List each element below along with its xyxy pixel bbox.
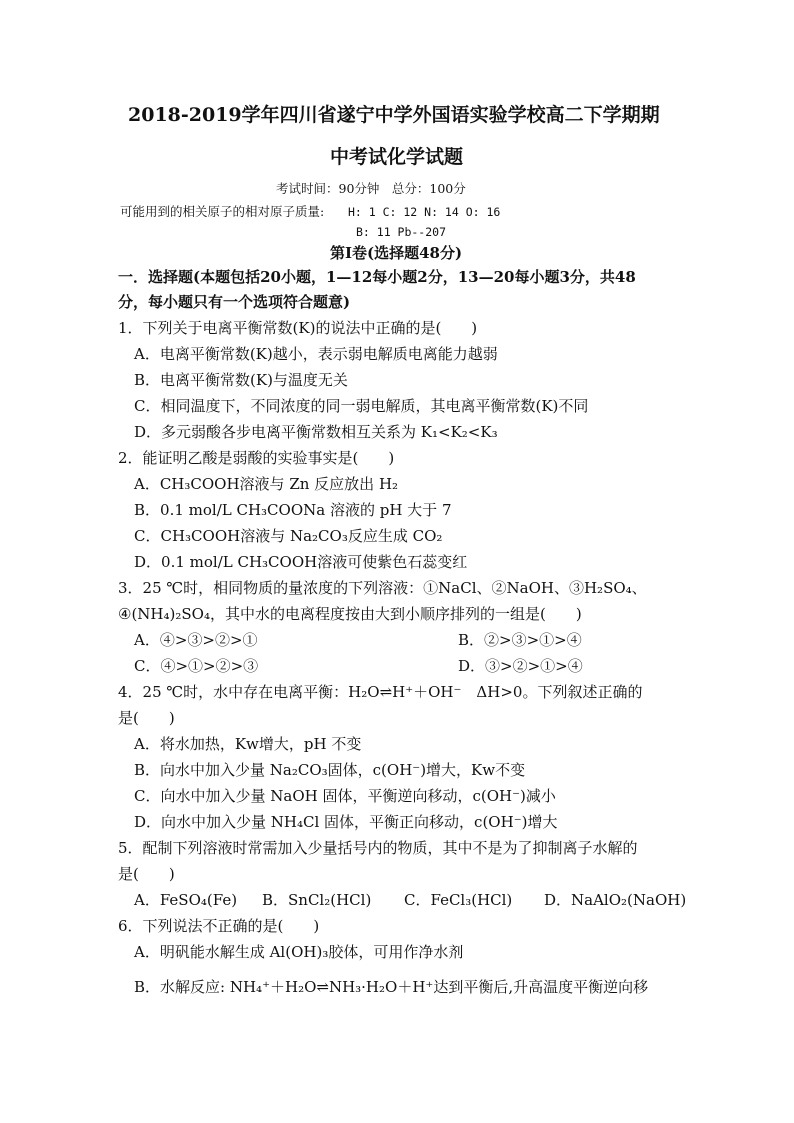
question-5-option-d: D．NaAlO₂(NaOH) xyxy=(544,891,687,909)
atomic-mass-line1: H: 1 C: 12 N: 14 O: 16 xyxy=(348,205,501,219)
question-4-option-c: C．向水中加入少量 NaOH 固体，平衡逆向移动，c(OH⁻)减小 xyxy=(134,787,556,805)
question-1-option-d: D．多元弱酸各步电离平衡常数相互关系为 K₁<K₂<K₃ xyxy=(134,423,498,441)
question-4-option-b: B．向水中加入少量 Na₂CO₃固体，c(OH⁻)增大，Kw不变 xyxy=(134,761,526,779)
question-3-stem-line1: 3．25 ℃时，相同物质的量浓度的下列溶液：①NaCl、②NaOH、③H₂SO₄、 xyxy=(118,579,647,597)
exam-info: 考试时间：90分钟 总分：100分 xyxy=(276,181,466,196)
question-2-option-c: C．CH₃COOH溶液与 Na₂CO₃反应生成 CO₂ xyxy=(134,527,443,545)
question-6-option-b: B．水解反应: NH₄⁺＋H₂O⇌NH₃·H₂O＋H⁺达到平衡后,升高温度平衡逆向移 xyxy=(134,978,649,996)
question-4-option-a: A．将水加热，Kw增大，pH 不变 xyxy=(134,735,362,753)
atomic-mass-line2: B: 11 Pb--207 xyxy=(356,225,447,239)
question-5-option-b: B．SnCl₂(HCl) xyxy=(262,891,372,909)
volume-title: 第Ⅰ卷(选择题48分) xyxy=(330,244,463,262)
question-5-stem-line1: 5．配制下列溶液时常需加入少量括号内的物质，其中不是为了抑制离子水解的 xyxy=(118,839,638,857)
question-5-stem-line2: 是( ) xyxy=(118,865,175,883)
question-2-option-d: D．0.1 mol/L CH₃COOH溶液可使紫色石蕊变红 xyxy=(134,553,468,571)
question-5-option-a: A．FeSO₄(Fe) xyxy=(134,891,238,909)
question-3-option-d: D．③>②>①>④ xyxy=(458,657,583,675)
question-6-option-a: A．明矾能水解生成 Al(OH)₃胶体，可用作净水剂 xyxy=(134,943,464,961)
question-4-stem-line1: 4．25 ℃时，水中存在电离平衡：H₂O⇌H⁺＋OH⁻ ΔH>0。下列叙述正确的 xyxy=(118,683,643,701)
question-2-option-a: A．CH₃COOH溶液与 Zn 反应放出 H₂ xyxy=(134,475,399,493)
exam-title-line1: 2018-2019学年四川省遂宁中学外国语实验学校高二下学期期 xyxy=(128,104,660,126)
question-6-stem: 6．下列说法不正确的是( ) xyxy=(118,917,320,935)
question-2-stem: 2．能证明乙酸是弱酸的实验事实是( ) xyxy=(118,449,395,467)
section-instruction-line2: 分，每小题只有一个选项符合题意) xyxy=(118,293,351,311)
question-5-option-c: C．FeCl₃(HCl) xyxy=(404,891,513,909)
question-4-option-d: D．向水中加入少量 NH₄Cl 固体，平衡正向移动，c(OH⁻)增大 xyxy=(134,813,558,831)
question-3-option-c: C．④>①>②>③ xyxy=(134,657,259,675)
question-2-option-b: B．0.1 mol/L CH₃COONa 溶液的 pH 大于 7 xyxy=(134,501,452,519)
question-1-option-c: C．相同温度下，不同浓度的同一弱电解质，其电离平衡常数(K)不同 xyxy=(134,397,589,415)
question-1-stem: 1．下列关于电离平衡常数(K)的说法中正确的是( ) xyxy=(118,319,478,337)
exam-title-line2: 中考试化学试题 xyxy=(330,146,464,168)
question-4-stem-line2: 是( ) xyxy=(118,709,175,727)
section-instruction-line1: 一．选择题(本题包括20小题，1—12每小题2分，13—20每小题3分，共48 xyxy=(118,268,636,286)
question-1-option-a: A．电离平衡常数(K)越小，表示弱电解质电离能力越弱 xyxy=(134,345,498,363)
question-3-option-b: B．②>③>①>④ xyxy=(458,631,582,649)
atomic-mass-label: 可能用到的相关原子的相对原子质量: xyxy=(120,204,325,219)
question-3-option-a: A．④>③>②>① xyxy=(134,631,258,649)
question-3-stem-line2: ④(NH₄)₂SO₄，其中水的电离程度按由大到小顺序排列的一组是( ) xyxy=(118,605,582,623)
question-1-option-b: B．电离平衡常数(K)与温度无关 xyxy=(134,371,348,389)
